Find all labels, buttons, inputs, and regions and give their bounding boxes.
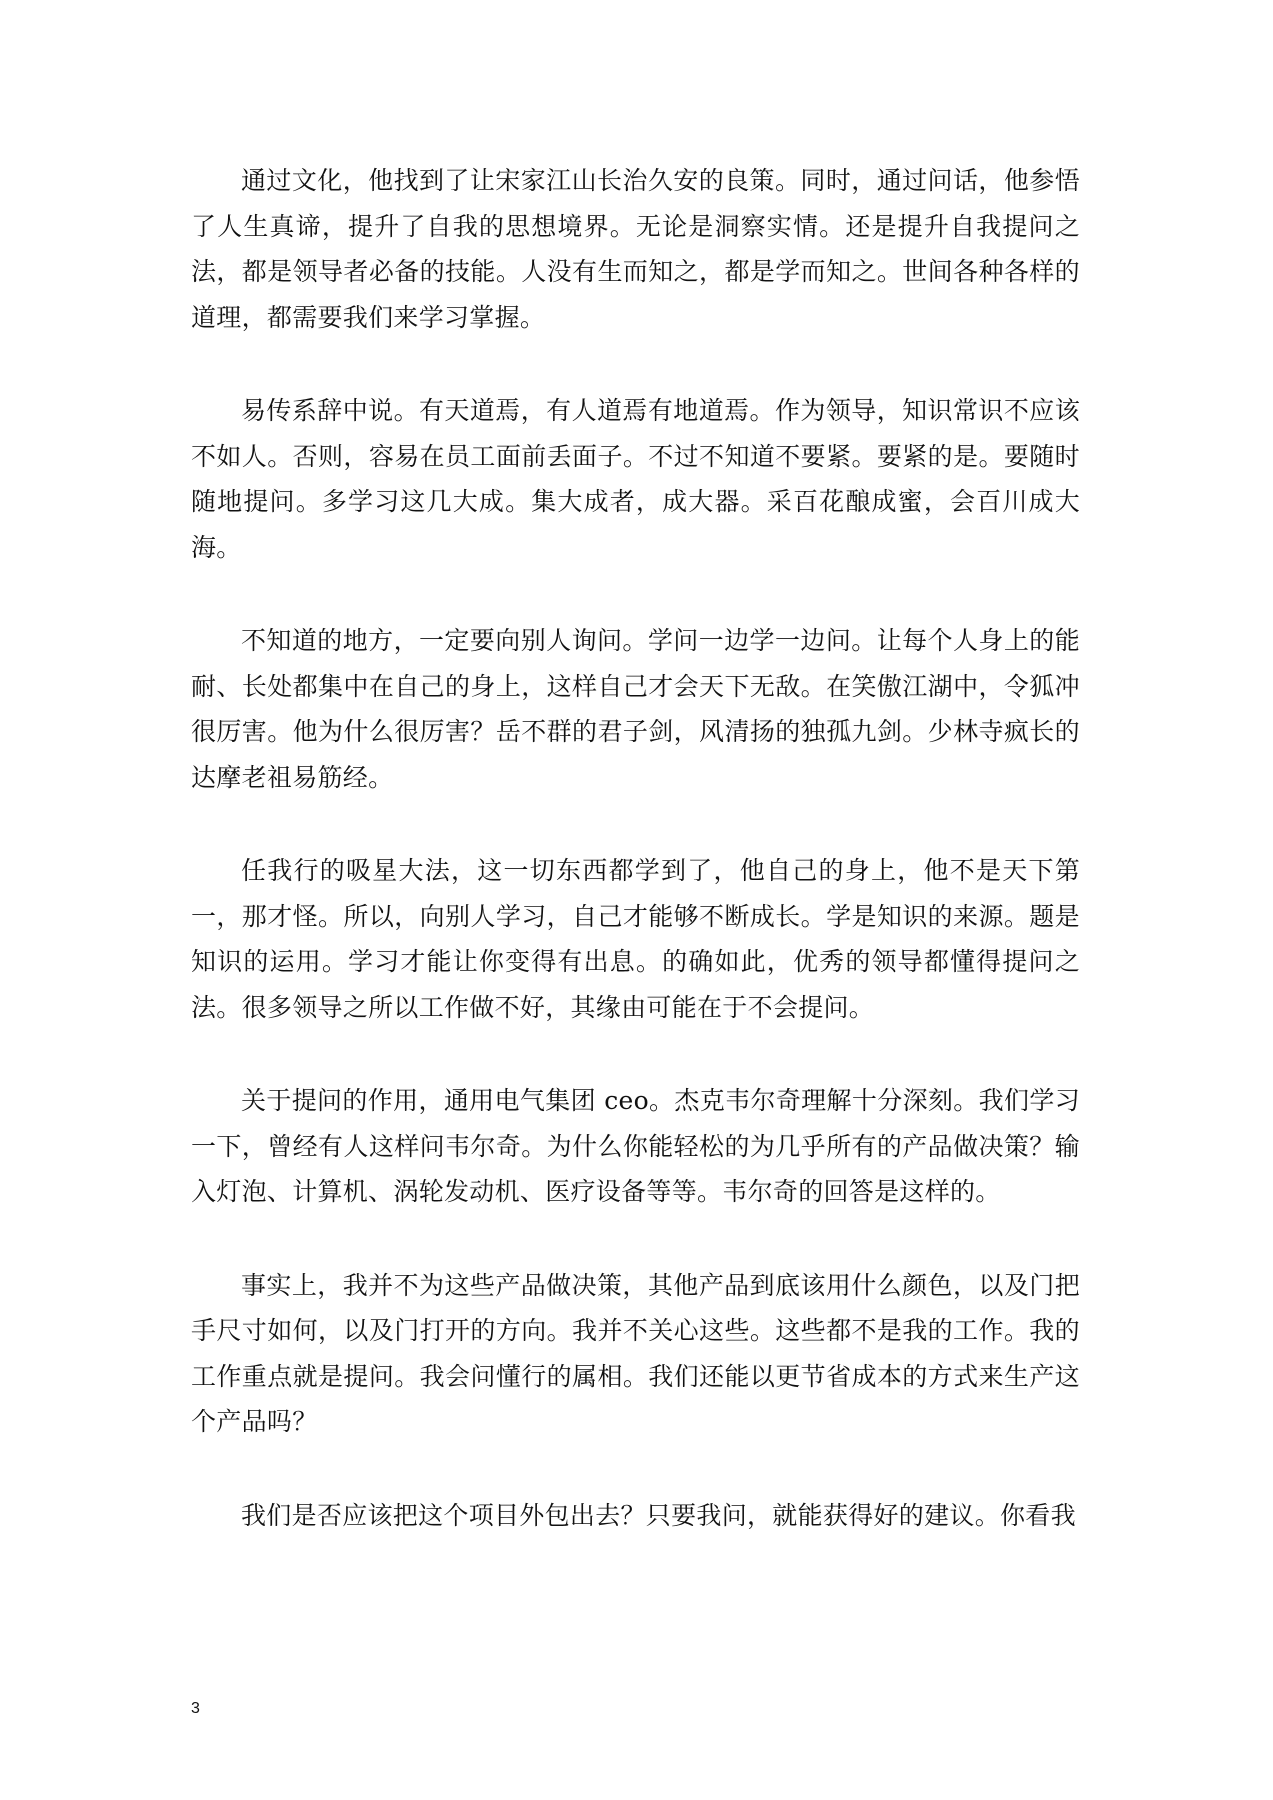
- paragraph: 任我行的吸星大法，这一切东西都学到了，他自己的身上，他不是天下第一，那才怪。所以，向别人学习，自己才能够不断成长。学是知识的来源。题是知识的运用。学习才能让你变得有出息。的确如此，优秀的领导都懂得提问之法。很多领导之所以工作做不好，其缘由可能在于不会提问。: [191, 856, 1080, 1022]
- paragraph: 我们是否应该把这个项目外包出去？只要我问，就能获得好的建议。你看我: [241, 1500, 1076, 1530]
- paragraph: 不知道的地方，一定要向别人询问。学问一边学一边问。让每个人身上的能耐、长处都集中在自己的身上，这样自己才会天下无敌。在笑傲江湖中，令狐冲很厉害。他为什么很厉害？岳不群的君子剑，风清扬的独孤九剑。少林寺疯长的达摩老祖易筋经。: [191, 626, 1080, 792]
- paragraph: 易传系辞中说。有天道焉，有人道焉有地道焉。作为领导，知识常识不应该不如人。否则，容易在员工面前丢面子。不过不知道不要紧。要紧的是。要随时随地提问。多学习这几大成。集大成者，成大器。采百花酿成蜜，会百川成大海。: [191, 396, 1080, 562]
- paragraph: 事实上，我并不为这些产品做决策，其他产品到底该用什么颜色，以及门把手尺寸如何，以及门打开的方向。我并不关心这些。这些都不是我的工作。我的工作重点就是提问。我会问懂行的属相。我们还能以更节省成本的方式来生产这个产品吗？: [191, 1270, 1080, 1436]
- paragraph: 关于提问的作用，通用电气集团 ceo。杰克韦尔奇理解十分深刻。我们学习一下，曾经有人这样问韦尔奇。为什么你能轻松的为几乎所有的产品做决策？输入灯泡、计算机、涡轮发动机、医疗设备等等。韦尔奇的回答是这样的。: [191, 1086, 1080, 1206]
- body-text: [191, 158, 1080, 1538]
- page-number: 3: [191, 1700, 200, 1717]
- paragraph: 通过文化，他找到了让宋家江山长治久安的良策。同时，通过问话，他参悟了人生真谛，提升了自我的思想境界。无论是洞察实情。还是提升自我提问之法，都是领导者必备的技能。人没有生而知之，都是学而知之。世间各种各样的道理，都需要我们来学习掌握。: [191, 166, 1080, 332]
